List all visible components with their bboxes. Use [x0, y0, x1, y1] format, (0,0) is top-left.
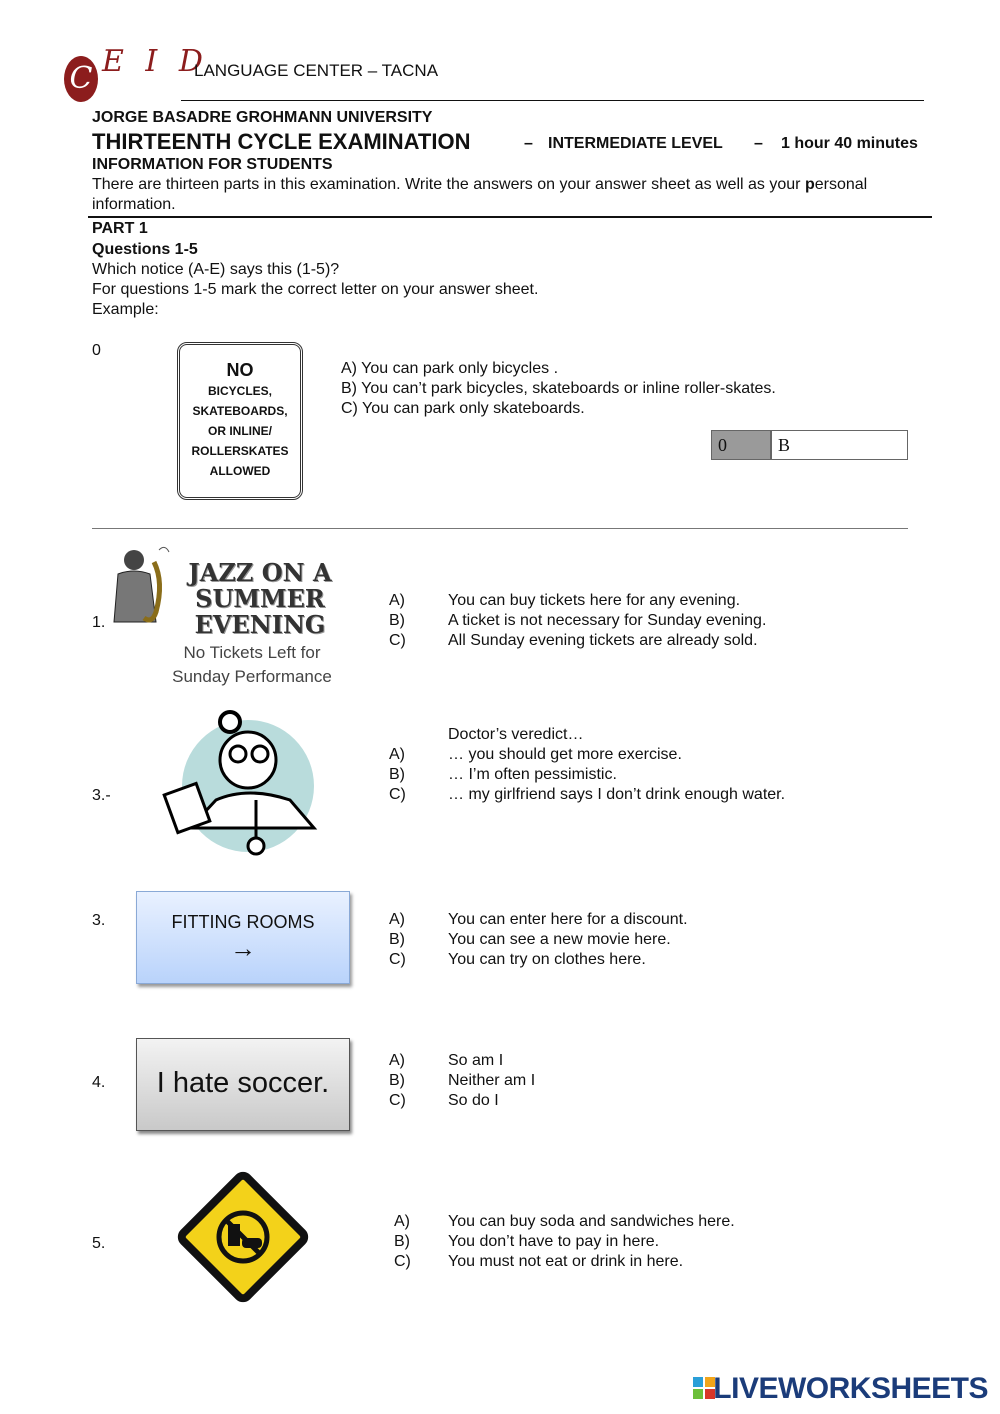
no-bicycles-sign: NO BICYCLES, SKATEBOARDS, OR INLINE/ ROLLERSKATES ALLOWED [177, 342, 303, 500]
logo-text: E I D [102, 44, 209, 79]
arrow-right-icon: → [230, 933, 256, 963]
q2-letter-c: C) [389, 786, 406, 803]
q4-letter-c: C) [389, 1092, 406, 1109]
part-title: PART 1 [92, 220, 148, 237]
q1-letter-a: A) [389, 592, 405, 609]
q2-option-b: … I’m often pessimistic. [448, 766, 617, 783]
title-dash-1: – [524, 135, 533, 152]
info-heading: INFORMATION FOR STUDENTS [92, 156, 333, 173]
q4-option-c: So do I [448, 1092, 499, 1109]
q4-letter-b: B) [389, 1072, 405, 1089]
q3-option-b: You can see a new movie here. [448, 931, 671, 948]
exam-title: THIRTEENTH CYCLE EXAMINATION [92, 129, 471, 154]
example-option-a: A) You can park only bicycles . [341, 360, 559, 377]
example-label: Example: [92, 301, 159, 318]
q5-letter-a: A) [394, 1213, 410, 1230]
logo-c-mark: C [64, 56, 98, 102]
q4-option-b: Neither am I [448, 1072, 536, 1089]
q1-letter-b: B) [389, 612, 405, 629]
q4-letter-a: A) [389, 1052, 405, 1069]
fitting-rooms-sign: FITTING ROOMS → [136, 891, 350, 984]
instruction-1: Which notice (A-E) says this (1-5)? [92, 261, 340, 278]
no-food-drink-sign-icon [170, 1164, 316, 1310]
q1-letter-c: C) [389, 632, 406, 649]
q5-option-b: You don’t have to pay in here. [448, 1233, 660, 1250]
q2-intro: Doctor’s veredict… [448, 726, 584, 743]
q5-number: 5. [92, 1235, 106, 1252]
q3-letter-a: A) [389, 911, 405, 928]
example-number: 0 [92, 342, 101, 359]
jazz-sign-subtitle: No Tickets Left for Sunday Performance [172, 643, 332, 686]
center-name: LANGUAGE CENTER – TACNA [194, 61, 439, 80]
info-text: There are thirteen parts in this examination. Write the answers on your answer sheet as well as your personal [92, 176, 868, 193]
q1-option-c: All Sunday evening tickets are already sold. [448, 632, 758, 649]
q3-option-c: You can try on clothes here. [448, 951, 646, 968]
q1-number: 1. [92, 614, 106, 631]
q2-option-c: … my girlfriend says I don’t drink enough water. [448, 786, 786, 803]
title-dash-2: – [754, 135, 763, 152]
doctor-icon [160, 708, 320, 858]
liveworksheets-logo-icon [693, 1377, 715, 1399]
example-option-b: B) You can’t park bicycles, skateboards or inline roller-skates. [341, 380, 776, 397]
instruction-2: For questions 1-5 mark the correct letter on your answer sheet. [92, 281, 539, 298]
info-text-cont: information. [92, 196, 176, 213]
exam-level: INTERMEDIATE LEVEL [548, 135, 723, 152]
q1-option-a: You can buy tickets here for any evening. [448, 592, 741, 609]
q4-number: 4. [92, 1074, 106, 1091]
liveworksheets-brand[interactable]: LIVEWORKSHEETS [713, 1372, 988, 1405]
q2-number: 3.- [92, 787, 111, 804]
q3-letter-b: B) [389, 931, 405, 948]
exam-duration: 1 hour 40 minutes [781, 135, 918, 152]
q2-option-a: … you should get more exercise. [448, 746, 682, 763]
q5-letter-c: C) [394, 1253, 411, 1270]
q3-letter-c: C) [389, 951, 406, 968]
q5-option-a: You can buy soda and sandwiches here. [448, 1213, 735, 1230]
q1-option-b: A ticket is not necessary for Sunday evening. [448, 612, 767, 629]
questions-range: Questions 1-5 [92, 241, 198, 258]
jazz-sign-title: JAZZ ON A SUMMER EVENING [188, 558, 332, 639]
example-option-c: C) You can park only skateboards. [341, 400, 585, 417]
university-name: JORGE BASADRE GROHMANN UNIVERSITY [92, 109, 433, 126]
q4-option-a: So am I [448, 1052, 504, 1069]
q5-letter-b: B) [394, 1233, 410, 1250]
q5-option-c: You must not eat or drink in here. [448, 1253, 684, 1270]
section-rule [88, 216, 932, 218]
q3-option-a: You can enter here for a discount. [448, 911, 688, 928]
header-rule [181, 100, 924, 101]
i-hate-soccer-sign: I hate soccer. [136, 1038, 350, 1131]
example-answer-letter: B [771, 430, 908, 460]
example-answer-number: 0 [711, 430, 771, 460]
example-divider [92, 528, 908, 529]
q2-letter-a: A) [389, 746, 405, 763]
q2-letter-b: B) [389, 766, 405, 783]
q3-number: 3. [92, 912, 106, 929]
